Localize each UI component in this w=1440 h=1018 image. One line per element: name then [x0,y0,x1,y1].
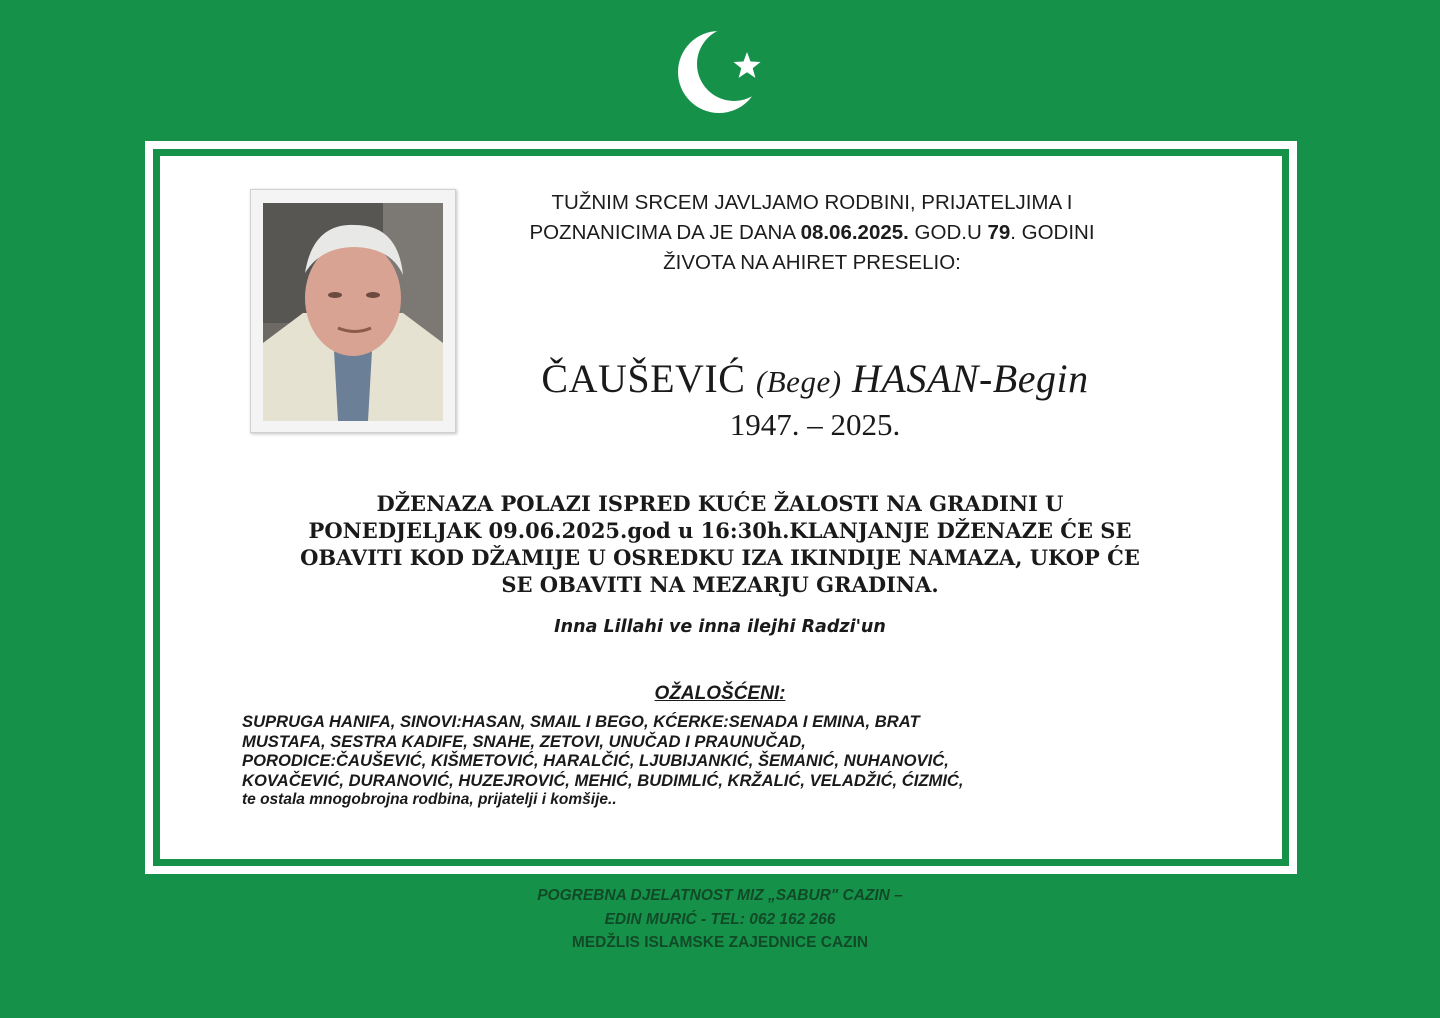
intro-line-2-mid: GOD.U [908,221,988,244]
funeral-line: PONEDJELJAK 09.06.2025.god u 16:30h.KLANJANJE DŽENAZE ĆE SE [308,518,1132,543]
announcement-intro [462,188,1162,278]
funeral-line: OBAVITI KOD DŽAMIJE U OSREDKU IZA IKINDIJE NAMAZA, UKOP ĆE [300,545,1140,570]
intro-line-2-suffix: . GODINI [1010,221,1095,244]
footer-line-2: EDIN MURIĆ - TEL: 062 162 266 [604,910,836,928]
funeral-line: SE OBAVITI NA MEZARJU GRADINA. [501,572,939,597]
deceased-given-name: HASAN [852,356,979,401]
mourners-line: KOVAČEVIĆ, DURANOVIĆ, HUZEJROVIĆ, MEHIĆ, BUDIMLIĆ, KRŽALIĆ, VELADŽIĆ, ĆIZMIĆ, [242,770,964,790]
age: 79 [987,221,1011,244]
intro-line-3: ŽIVOTA NA AHIRET PRESELIO: [663,251,961,274]
crescent-and-star-icon [672,22,772,122]
intro-line-1: TUŽNIM SRCEM JAVLJAMO RODBINI, PRIJATELJIMA I [551,191,1073,214]
funeral-service-footer [360,884,1080,955]
mourners-line: MUSTAFA, SESTRA KADIFE, SNAHE, ZETOVI, UNUČAD I PRAUNUČAD, [242,731,806,751]
mourners-line: SUPRUGA HANIFA, SINOVI:HASAN, SMAIL I BEGO, KĆERKE:SENADA I EMINA, BRAT [242,712,920,731]
prayer-text: Inna Lillahi ve inna ilejhi Radzi'un [554,617,886,637]
intro-line-2-prefix: POZNANICIMA DA JE DANA [529,221,801,244]
intro-line-2 [462,218,1162,248]
footer-line-1: POGREBNA DJELATNOST MIZ „SABUR" CAZIN – [537,887,903,904]
mourners-closing: te ostala mnogobrojna rodbina, prijatelji i komšije.. [242,791,617,808]
deceased-name [470,355,1160,402]
life-years: 1947. – 2025. [729,407,901,442]
footer-line-3: MEDŽLIS ISLAMSKE ZAJEDNICE CAZIN [571,934,869,951]
portrait-frame [250,189,456,433]
portrait-photo [263,203,443,421]
deceased-father-name: Begin [992,356,1089,401]
mourners-line: PORODICE:ČAUŠEVIĆ, KIŠMETOVIĆ, HARALČIĆ, LJUBIJANKIĆ, ŠEMANIĆ, NUHANOVIĆ, [242,751,949,770]
deceased-nickname: (Bege) [755,364,842,399]
deceased-name-separator: - [978,356,993,401]
date-of-death: 08.06.2025. [800,221,909,244]
mourners-list [242,712,1202,810]
deceased-surname: ČAUŠEVIĆ [541,356,746,401]
funeral-info [230,490,1210,598]
mourners-title: OŽALOŠĆENI: [654,683,786,704]
funeral-line: DŽENAZA POLAZI ISPRED KUĆE ŽALOSTI NA GRADINI U [376,491,1064,516]
